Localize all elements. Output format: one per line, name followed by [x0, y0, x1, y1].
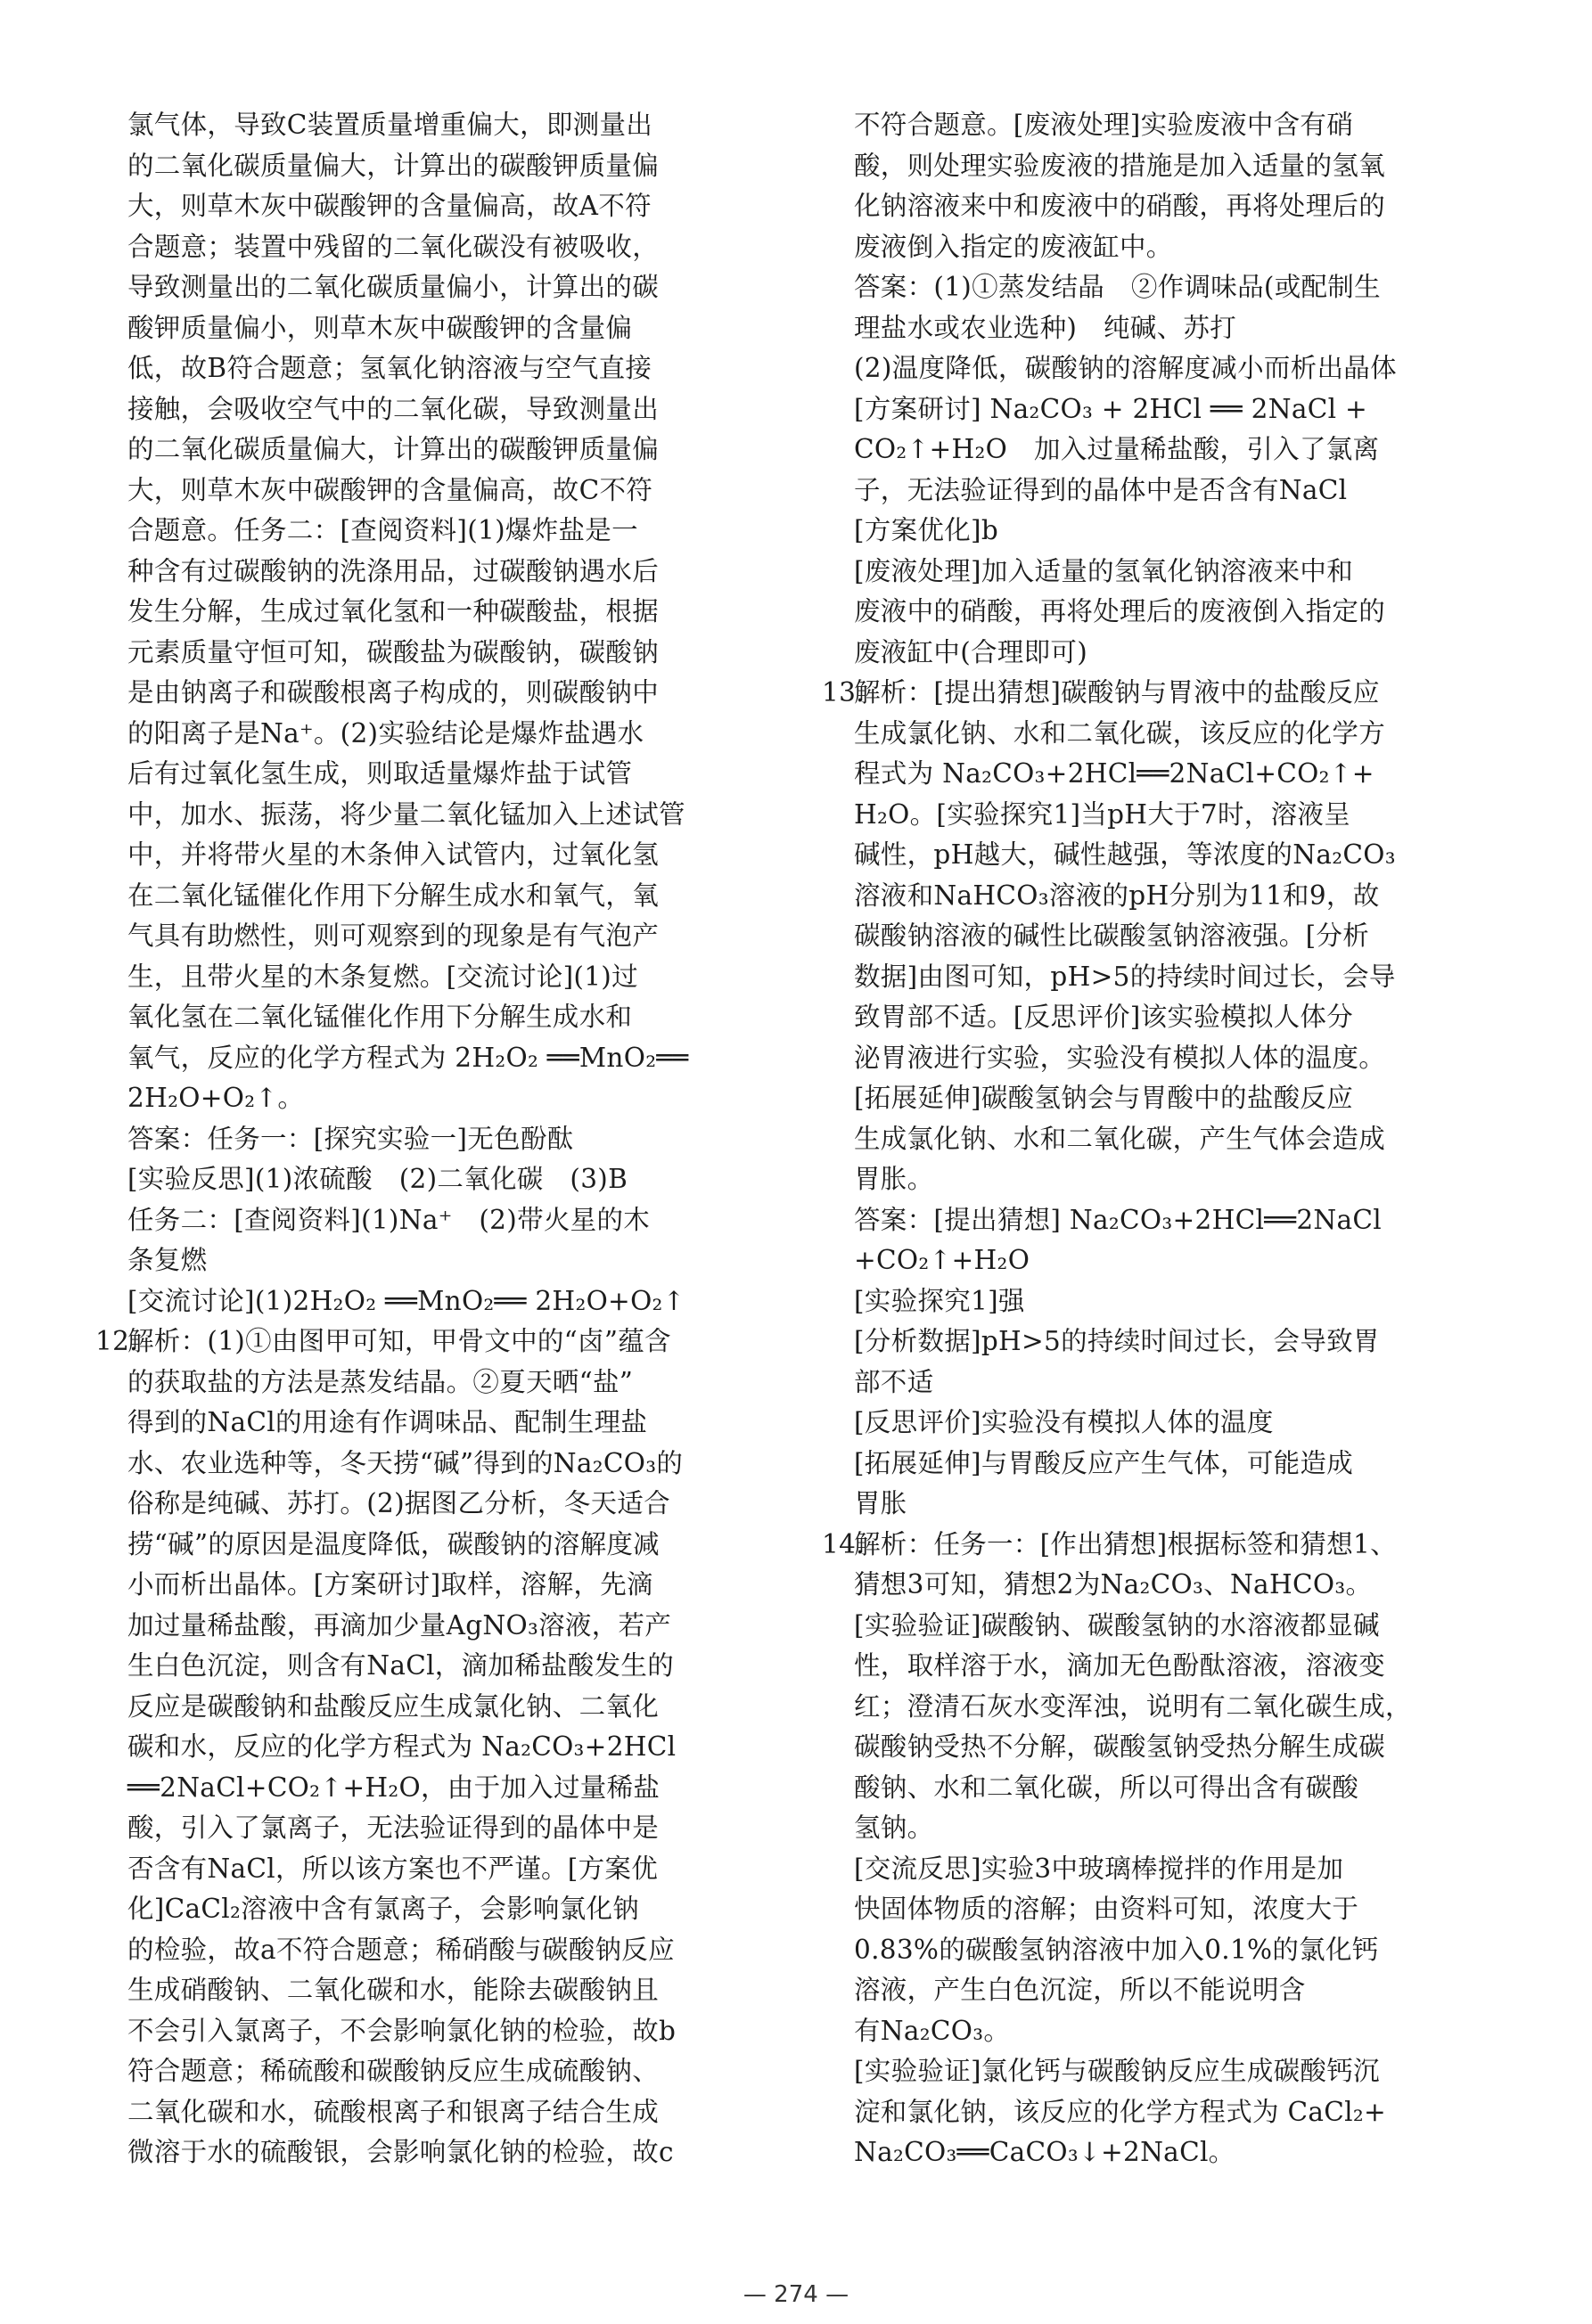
text-line: 性，取样溶于水，滴加无色酚酞溶液，溶液变 — [854, 1650, 1386, 1681]
text-line: 胃胀 — [854, 1488, 907, 1518]
text-line: 快固体物质的溶解；由资料可知，浓度大于 — [854, 1894, 1359, 1924]
text-line: 元素质量守恒可知，碳酸盐为碳酸钠，碳酸钠 — [127, 636, 660, 667]
text-line: 2H₂O+O₂↑。 — [127, 1083, 305, 1113]
text-line: 酸钾质量偏小，则草木灰中碳酸钾的含量偏 — [127, 312, 633, 343]
text-line: 中，并将带火星的木条伸入试管内，过氧化氢 — [127, 839, 660, 870]
text-line: 的二氧化碳质量偏大，计算出的碳酸钾质量偏 — [127, 434, 660, 464]
text-line: 水、农业选种等，冬天捞“碱”得到的Na₂CO₃的 — [127, 1447, 684, 1478]
text-line: 溶液，产生白色沉淀，所以不能说明含 — [854, 1975, 1306, 2005]
text-line: 不符合题意。[废液处理]实验废液中含有硝 — [854, 110, 1354, 140]
text-line: 生白色沉淀，则含有NaCl，滴加稀盐酸发生的 — [127, 1650, 675, 1681]
text-line: 低，故B符合题意；氢氧化钠溶液与空气直接 — [127, 353, 652, 383]
line-text: 解析：[提出猜想]碳酸钠与胃液中的盐酸反应 — [854, 677, 1380, 708]
page-number: — 274 — — [743, 2281, 849, 2308]
text-line: 合题意。任务二：[查阅资料](1)爆炸盐是一 — [127, 515, 638, 545]
text-line: 导致测量出的二氧化碳质量偏小，计算出的碳 — [127, 272, 660, 302]
text-line: [分析数据]pH>5的持续时间过长，会导致胃 — [854, 1326, 1380, 1356]
text-line: 俗称是纯碱、苏打。(2)据图乙分析，冬天适合 — [127, 1488, 670, 1518]
text-line: 碳酸钠受热不分解，碳酸氢钠受热分解生成碳 — [854, 1731, 1386, 1762]
text-line: 答案：[提出猜想] Na₂CO₃+2HCl══2NaCl — [854, 1204, 1383, 1235]
text-line: Na₂CO₃══CaCO₃↓+2NaCl。 — [854, 2137, 1235, 2167]
text-line: 溶液和NaHCO₃溶液的pH分别为11和9，故 — [854, 880, 1380, 911]
text-line: 部不适 — [854, 1366, 934, 1397]
text-line: 化]CaCl₂溶液中含有氯离子，会影响氯化钠 — [127, 1894, 640, 1924]
text-line: 泌胃液进行实验，实验没有模拟人体的温度。 — [854, 1042, 1386, 1073]
text-line: [方案研讨] Na₂CO₃ + 2HCl ══ 2NaCl + — [854, 393, 1368, 424]
text-line: 氧气，反应的化学方程式为 2H₂O₂ ══MnO₂══ — [127, 1042, 689, 1073]
text-line: 否含有NaCl，所以该方案也不严谨。[方案优 — [127, 1853, 659, 1884]
text-line: 胃胀。 — [854, 1164, 934, 1194]
text-line: 废液缸中(合理即可) — [854, 636, 1088, 667]
line-text: 解析：(1)①由图甲可知，甲骨文中的“卤”蕴含 — [127, 1326, 671, 1356]
text-line: 生成氯化钠、水和二氧化碳，产生气体会造成 — [854, 1123, 1386, 1154]
text-line: 氢钠。 — [854, 1813, 934, 1843]
text-line: 后有过氧化氢生成，则取适量爆炸盐于试管 — [127, 758, 633, 789]
text-line: 接触，会吸收空气中的二氧化碳，导致测量出 — [127, 393, 660, 424]
text-line: 的阳离子是Na⁺。(2)实验结论是爆炸盐遇水 — [127, 717, 644, 749]
text-line: [实验验证]碳酸钠、碳酸氢钠的水溶液都显碱 — [854, 1609, 1380, 1641]
text-line: 子，无法验证得到的晶体中是否含有NaCl — [854, 474, 1348, 505]
text-line: [拓展延伸]碳酸氢钠会与胃酸中的盐酸反应 — [854, 1083, 1354, 1113]
text-line: 合题意；装置中残留的二氧化碳没有被吸收， — [127, 231, 660, 262]
text-line: 的二氧化碳质量偏大，计算出的碳酸钾质量偏 — [127, 150, 660, 181]
text-line: 红；澄清石灰水变浑浊，说明有二氧化碳生成， — [854, 1690, 1412, 1722]
text-line: [反思评价]实验没有模拟人体的温度 — [854, 1407, 1274, 1437]
text-line: 大，则草木灰中碳酸钾的含量偏高，故C不符 — [127, 474, 653, 505]
text-line: 是由钠离子和碳酸根离子构成的，则碳酸钠中 — [127, 677, 660, 708]
text-line: +CO₂↑+H₂O — [854, 1245, 1030, 1275]
text-line: 发生分解，生成过氧化氢和一种碳酸盐，根据 — [127, 596, 660, 626]
text-line: 废液倒入指定的废液缸中。 — [854, 231, 1173, 262]
question-number: 13. — [822, 677, 865, 708]
text-line: 猜想3可知，猜想2为Na₂CO₃、NaHCO₃。 — [854, 1569, 1373, 1600]
line-text: 解析：任务一：[作出猜想]根据标签和猜想1、 — [854, 1528, 1397, 1559]
text-line: 种含有过碳酸钠的洗涤用品，过碳酸钠遇水后 — [127, 555, 660, 586]
text-line: 生成氯化钠、水和二氧化碳，该反应的化学方 — [854, 717, 1386, 749]
text-line: 加过量稀盐酸，再滴加少量AgNO₃溶液，若产 — [127, 1609, 672, 1641]
text-line: (2)温度降低，碳酸钠的溶解度减小而析出晶体 — [854, 353, 1397, 383]
text-line: 生，且带火星的木条复燃。[交流讨论](1)过 — [127, 961, 638, 992]
left-column — [95, 105, 777, 2173]
text-line: 碳和水，反应的化学方程式为 Na₂CO₃+2HCl — [127, 1731, 677, 1762]
text-line: ══2NaCl+CO₂↑+H₂O，由于加入过量稀盐 — [127, 1772, 661, 1803]
text-line: 反应是碳酸钠和盐酸反应生成氯化钠、二氧化 — [127, 1690, 660, 1722]
text-line — [822, 673, 1501, 714]
text-line: 的获取盐的方法是蒸发结晶。②夏天晒“盐” — [127, 1366, 634, 1397]
text-line: 得到的NaCl的用途有作调味品、配制生理盐 — [127, 1407, 648, 1437]
text-line: 化钠溶液来中和废液中的硝酸，再将处理后的 — [854, 191, 1386, 221]
text-line: 酸，引入了氯离子，无法验证得到的晶体中是 — [127, 1813, 660, 1843]
text-line: [方案优化]b — [854, 515, 999, 545]
text-line: 捞“碱”的原因是温度降低，碳酸钠的溶解度减 — [127, 1528, 660, 1559]
text-line: [实验探究1]强 — [854, 1285, 1025, 1316]
text-line: 废液中的硝酸，再将处理后的废液倒入指定的 — [854, 596, 1386, 626]
text-line: 氧化氢在二氧化锰催化作用下分解生成水和 — [127, 1002, 633, 1032]
text-line: 小而析出晶体。[方案研讨]取样，溶解，先滴 — [127, 1569, 653, 1600]
text-line: 条复燃 — [127, 1245, 208, 1275]
text-line: 大，则草木灰中碳酸钾的含量偏高，故A不符 — [127, 191, 652, 221]
text-line: 理盐水或农业选种) 纯碱、苏打 — [854, 312, 1237, 343]
question-number: 14. — [822, 1528, 865, 1559]
text-line: 在二氧化锰催化作用下分解生成水和氧气，氧 — [127, 880, 660, 911]
text-line: 的检验，故a不符合题意；稀硝酸与碳酸钠反应 — [127, 1934, 675, 1965]
text-line: [实验验证]氯化钙与碳酸钠反应生成碳酸钙沉 — [854, 2056, 1380, 2086]
text-line: 程式为 Na₂CO₃+2HCl══2NaCl+CO₂↑+ — [854, 758, 1375, 789]
text-line: 致胃部不适。[反思评价]该实验模拟人体分 — [854, 1002, 1354, 1032]
text-line: 不会引入氯离子，不会影响氯化钠的检验，故b — [127, 2015, 677, 2046]
text-line: 答案：任务一：[探究实验一]无色酚酞 — [127, 1123, 574, 1154]
text-line — [95, 1322, 777, 1362]
text-line: 生成硝酸钠、二氧化碳和水，能除去碳酸钠且 — [127, 1975, 660, 2005]
text-line: [拓展延伸]与胃酸反应产生气体，可能造成 — [854, 1447, 1354, 1478]
text-line: 0.83%的碳酸氢钠溶液中加入0.1%的氯化钙 — [854, 1934, 1379, 1965]
text-line: CO₂↑+H₂O 加入过量稀盐酸，引入了氯离 — [854, 434, 1380, 464]
right-column — [822, 105, 1501, 2173]
text-line: [交流讨论](1)2H₂O₂ ══MnO₂══ 2H₂O+O₂↑ — [127, 1285, 685, 1316]
text-line: 氯气体，导致C装置质量增重偏大，即测量出 — [127, 110, 653, 140]
text-line: 二氧化碳和水，硫酸根离子和银离子结合生成 — [127, 2096, 660, 2127]
question-number: 12. — [95, 1326, 138, 1356]
text-line: 淀和氯化钠，该反应的化学方程式为 CaCl₂+ — [854, 2096, 1386, 2127]
text-line: H₂O。[实验探究1]当pH大于7时，溶液呈 — [854, 798, 1351, 830]
text-line: [实验反思](1)浓硫酸 (2)二氧化碳 (3)B — [127, 1164, 628, 1194]
text-line — [822, 1525, 1501, 1566]
text-line: 酸钠、水和二氧化碳，所以可得出含有碳酸 — [854, 1772, 1359, 1803]
text-line: 中，加水、振荡，将少量二氧化锰加入上述试管 — [127, 798, 685, 830]
text-line: 酸，则处理实验废液的措施是加入适量的氢氧 — [854, 150, 1386, 181]
text-line: 碱性，pH越大，碱性越强，等浓度的Na₂CO₃ — [854, 839, 1396, 870]
text-line: [废液处理]加入适量的氢氧化钠溶液来中和 — [854, 555, 1354, 586]
text-line: 微溶于水的硫酸银，会影响氯化钠的检验，故c — [127, 2137, 674, 2167]
text-line: 气具有助燃性，则可观察到的现象是有气泡产 — [127, 921, 660, 951]
text-line: 碳酸钠溶液的碱性比碳酸氢钠溶液强。[分析 — [854, 921, 1370, 951]
text-line: 符合题意；稀硫酸和碳酸钠反应生成硫酸钠、 — [127, 2056, 660, 2086]
text-line: 有Na₂CO₃。 — [854, 2015, 1011, 2046]
text-line: 答案：(1)①蒸发结晶 ②作调味品(或配制生 — [854, 272, 1381, 302]
text-line: [交流反思]实验3中玻璃棒搅拌的作用是加 — [854, 1853, 1344, 1884]
text-line: 数据]由图可知，pH>5的持续时间过长，会导 — [854, 961, 1396, 992]
text-line: 任务二：[查阅资料](1)Na⁺ (2)带火星的木 — [127, 1204, 651, 1235]
